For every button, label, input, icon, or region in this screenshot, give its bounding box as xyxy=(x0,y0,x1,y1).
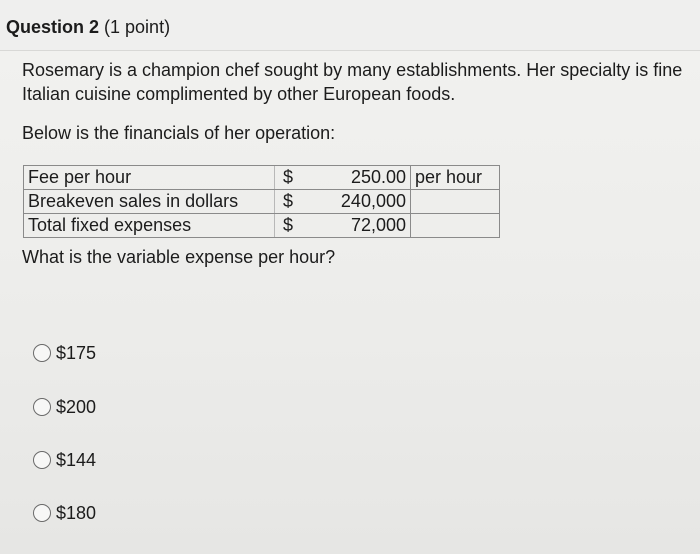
financials-table xyxy=(23,165,500,238)
radio-button[interactable] xyxy=(33,451,51,469)
row-value: 240,000 xyxy=(312,190,411,214)
question-ask: What is the variable expense per hour? xyxy=(22,247,336,267)
answer-option-2[interactable] xyxy=(33,396,96,418)
row-currency: $ xyxy=(275,214,313,238)
radio-button[interactable] xyxy=(33,504,51,522)
option-label: $200 xyxy=(56,397,97,417)
row-currency: $ xyxy=(275,166,313,190)
row-unit: per hour xyxy=(411,166,500,190)
question-points: (1 point) xyxy=(104,17,171,37)
radio-button[interactable] xyxy=(33,344,51,362)
row-label: Breakeven sales in dollars xyxy=(24,190,275,214)
question-number: Question 2 xyxy=(6,17,100,37)
table-row xyxy=(24,214,500,238)
question-prompt: Rosemary is a champion chef sought by many establishments. Her specialty is fine Italian cuisine complimented by other European foods. xyxy=(22,60,683,104)
table-row xyxy=(24,166,500,190)
financials-intro: Below is the financials of her operation: xyxy=(22,123,336,143)
row-value: 72,000 xyxy=(312,214,411,238)
option-label: $180 xyxy=(56,503,97,523)
option-label: $144 xyxy=(56,450,97,470)
answer-option-4[interactable] xyxy=(33,502,96,524)
row-label: Total fixed expenses xyxy=(24,214,275,238)
answer-option-1[interactable] xyxy=(33,342,96,364)
table-row xyxy=(24,190,500,214)
option-label: $175 xyxy=(56,343,97,363)
row-value: 250.00 xyxy=(312,166,411,190)
row-unit xyxy=(411,214,500,238)
row-currency: $ xyxy=(275,190,313,214)
radio-button[interactable] xyxy=(33,398,51,416)
question-title xyxy=(6,16,170,38)
row-label: Fee per hour xyxy=(24,166,275,190)
row-unit xyxy=(411,190,500,214)
answer-option-3[interactable] xyxy=(33,449,96,471)
